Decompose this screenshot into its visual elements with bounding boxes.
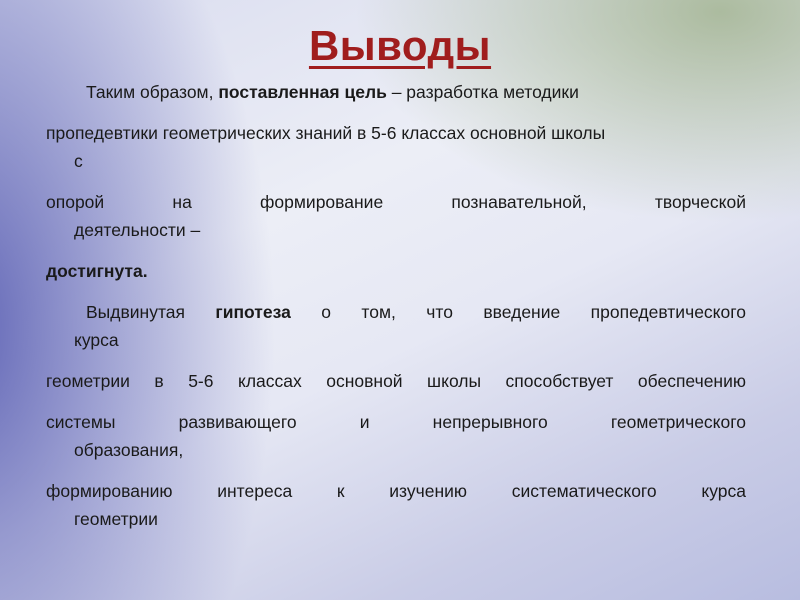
paragraph-goal: [46, 78, 746, 106]
goal-text-end: – разработка методики: [386, 82, 579, 102]
interest-continuation: геометрии: [74, 509, 158, 529]
hypothesis-text-start: Выдвинутая: [86, 302, 216, 322]
slide-body: [46, 78, 746, 546]
paragraph-support: [46, 188, 746, 244]
geometry-line: геометрии в 5-6 классах основной школы способствует обеспечению: [46, 371, 746, 391]
paragraph-achieved: [46, 257, 746, 285]
system-line: системы развивающего и непрерывного геометрического: [46, 412, 746, 432]
system-continuation: образования,: [74, 440, 184, 460]
paragraph-interest: [46, 477, 746, 533]
propaedeutics-continuation: с: [74, 151, 83, 171]
goal-bold: поставленная цель: [218, 82, 387, 102]
achieved-bold: достигнута.: [46, 261, 148, 281]
paragraph-system: [46, 408, 746, 464]
paragraph-geometry: [46, 367, 746, 395]
hypothesis-continuation: курса: [74, 330, 119, 350]
interest-line: формированию интереса к изучению систематического курса: [46, 481, 746, 501]
hypothesis-line: [46, 298, 746, 326]
goal-text-start: Таким образом,: [86, 82, 219, 102]
support-line: опорой на формирование познавательной, творческой: [46, 192, 746, 212]
paragraph-propaedeutics: [46, 119, 746, 175]
support-continuation: деятельности –: [74, 220, 201, 240]
hypothesis-bold: гипотеза: [215, 302, 291, 322]
slide-title: Выводы: [308, 22, 492, 69]
hypothesis-text-end: о том, что введение пропедевтического: [290, 302, 746, 322]
propaedeutics-line: пропедевтики геометрических знаний в 5-6 классах основной школы: [46, 123, 606, 143]
paragraph-hypothesis: [46, 298, 746, 354]
